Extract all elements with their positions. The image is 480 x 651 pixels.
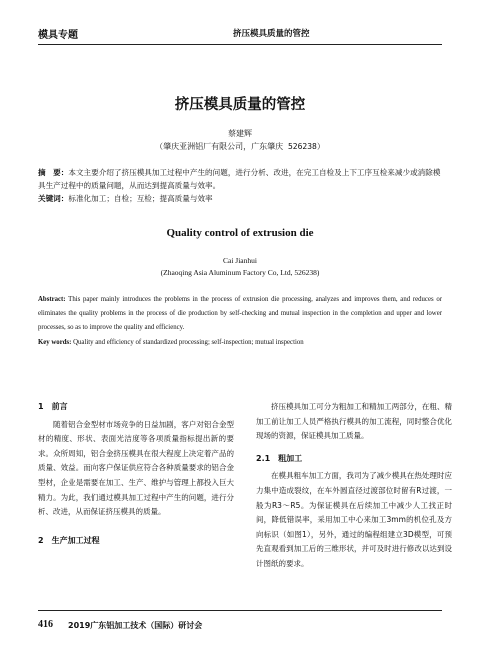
abstract-zh-label: 摘 要： xyxy=(38,168,69,177)
keywords-zh-label: 关键词： xyxy=(38,194,69,203)
header-article-title: 挤压模具质量的管控 xyxy=(233,29,310,39)
page-footer xyxy=(38,610,442,641)
running-header xyxy=(38,24,442,45)
body-right-column xyxy=(256,400,452,572)
abstract-en-block xyxy=(38,293,442,350)
abstract-zh-text: 本文主要介绍了挤压模具加工过程中产生的问题，进行分析、改进，在完工自检及上下工序互检来减少或消除模具生产过程中的质量问题，从而达到提高质量与效率。 xyxy=(38,168,441,190)
section-2-heading: 2 生产加工过程 xyxy=(38,535,100,545)
body-left-column xyxy=(38,400,234,551)
subsection-2-1-paragraph: 在模具粗车加工方面，我司为了减少模具在热处理时应力集中造成裂纹，在车外圆直径过渡部位时留有R过渡，一般为R3～R5。为保证模具在后续加工中减少人工找正时间，降低错误率，采用加工中心来加工3mm的机位孔及方向标识（如图1），另外，通过的编程组建立3D模型，可预先直观看到加工后的三维形状，并可及时进行修改以达到设计图纸的要求。 xyxy=(256,471,452,568)
abstract-en-text: This paper mainly introduces the problems in the process of extrusion die processing, analyzes and improves them, and reduces or eliminates the quality problems in the process of die production by self-checking and mutual inspection in the completion and upper and lower processes, so as to improve the quality and efficiency. xyxy=(38,296,442,332)
keywords-zh xyxy=(38,192,442,205)
header-section-label: 模具专题 xyxy=(38,30,78,41)
keywords-en xyxy=(38,336,442,350)
keywords-en-label: Key words: xyxy=(38,338,72,346)
author-zh: 蔡建辉 xyxy=(228,129,252,138)
abstract-zh xyxy=(38,166,442,192)
section-1-paragraph: 随着铝合金型材市场竞争的日益加剧，客户对铝合金型材的精度、形状、表面光洁度等各项质量指标提出新的要求。众所周知，铝合金挤压模具在很大程度上决定着产品的质量、效益。而向客户保证供应符合各种质量要求的铝合金型材，企业是需要在加工、生产、维护与管理上都投入巨大精力。为此，我们通过模具加工过程中产生的问题，进行分析、改进，从而保证挤压模具的质量。 xyxy=(38,419,234,517)
affiliation-zh: （肇庆亚洲铝厂有限公司，广东肇庆 526238） xyxy=(155,142,325,151)
abstract-en xyxy=(38,293,442,336)
page-number: 416 xyxy=(38,619,53,630)
author-en: Cai Jianhui xyxy=(223,256,257,265)
affiliation-en: (Zhaoqing Asia Aluminum Factory Co, Ltd, 526238) xyxy=(160,268,320,277)
subsection-2-1-heading: 2.1 粗加工 xyxy=(256,453,303,463)
paper-title-en: Quality control of extrusion die xyxy=(166,227,314,239)
section-1-heading: 1 前言 xyxy=(38,402,68,411)
section-2-intro-paragraph: 挤压模具加工可分为粗加工和精加工两部分，在粗、精加工前让加工人员严格执行模具的加工流程，同时整合优化现场的资源，保证模具加工质量。 xyxy=(256,402,452,441)
paper-title-zh: 挤压模具质量的管控 xyxy=(174,97,306,113)
keywords-en-text: Quality and efficiency of standardized processing; self-inspection; mutual inspection xyxy=(73,338,304,346)
abstract-en-label: Abstract: xyxy=(38,296,66,303)
keywords-zh-text: 标准化加工；自检；互检；提高质量与效率 xyxy=(68,194,213,203)
abstract-zh-block xyxy=(38,166,442,205)
conference-name: 2019广东铝加工技术（国际）研讨会 xyxy=(68,621,203,630)
